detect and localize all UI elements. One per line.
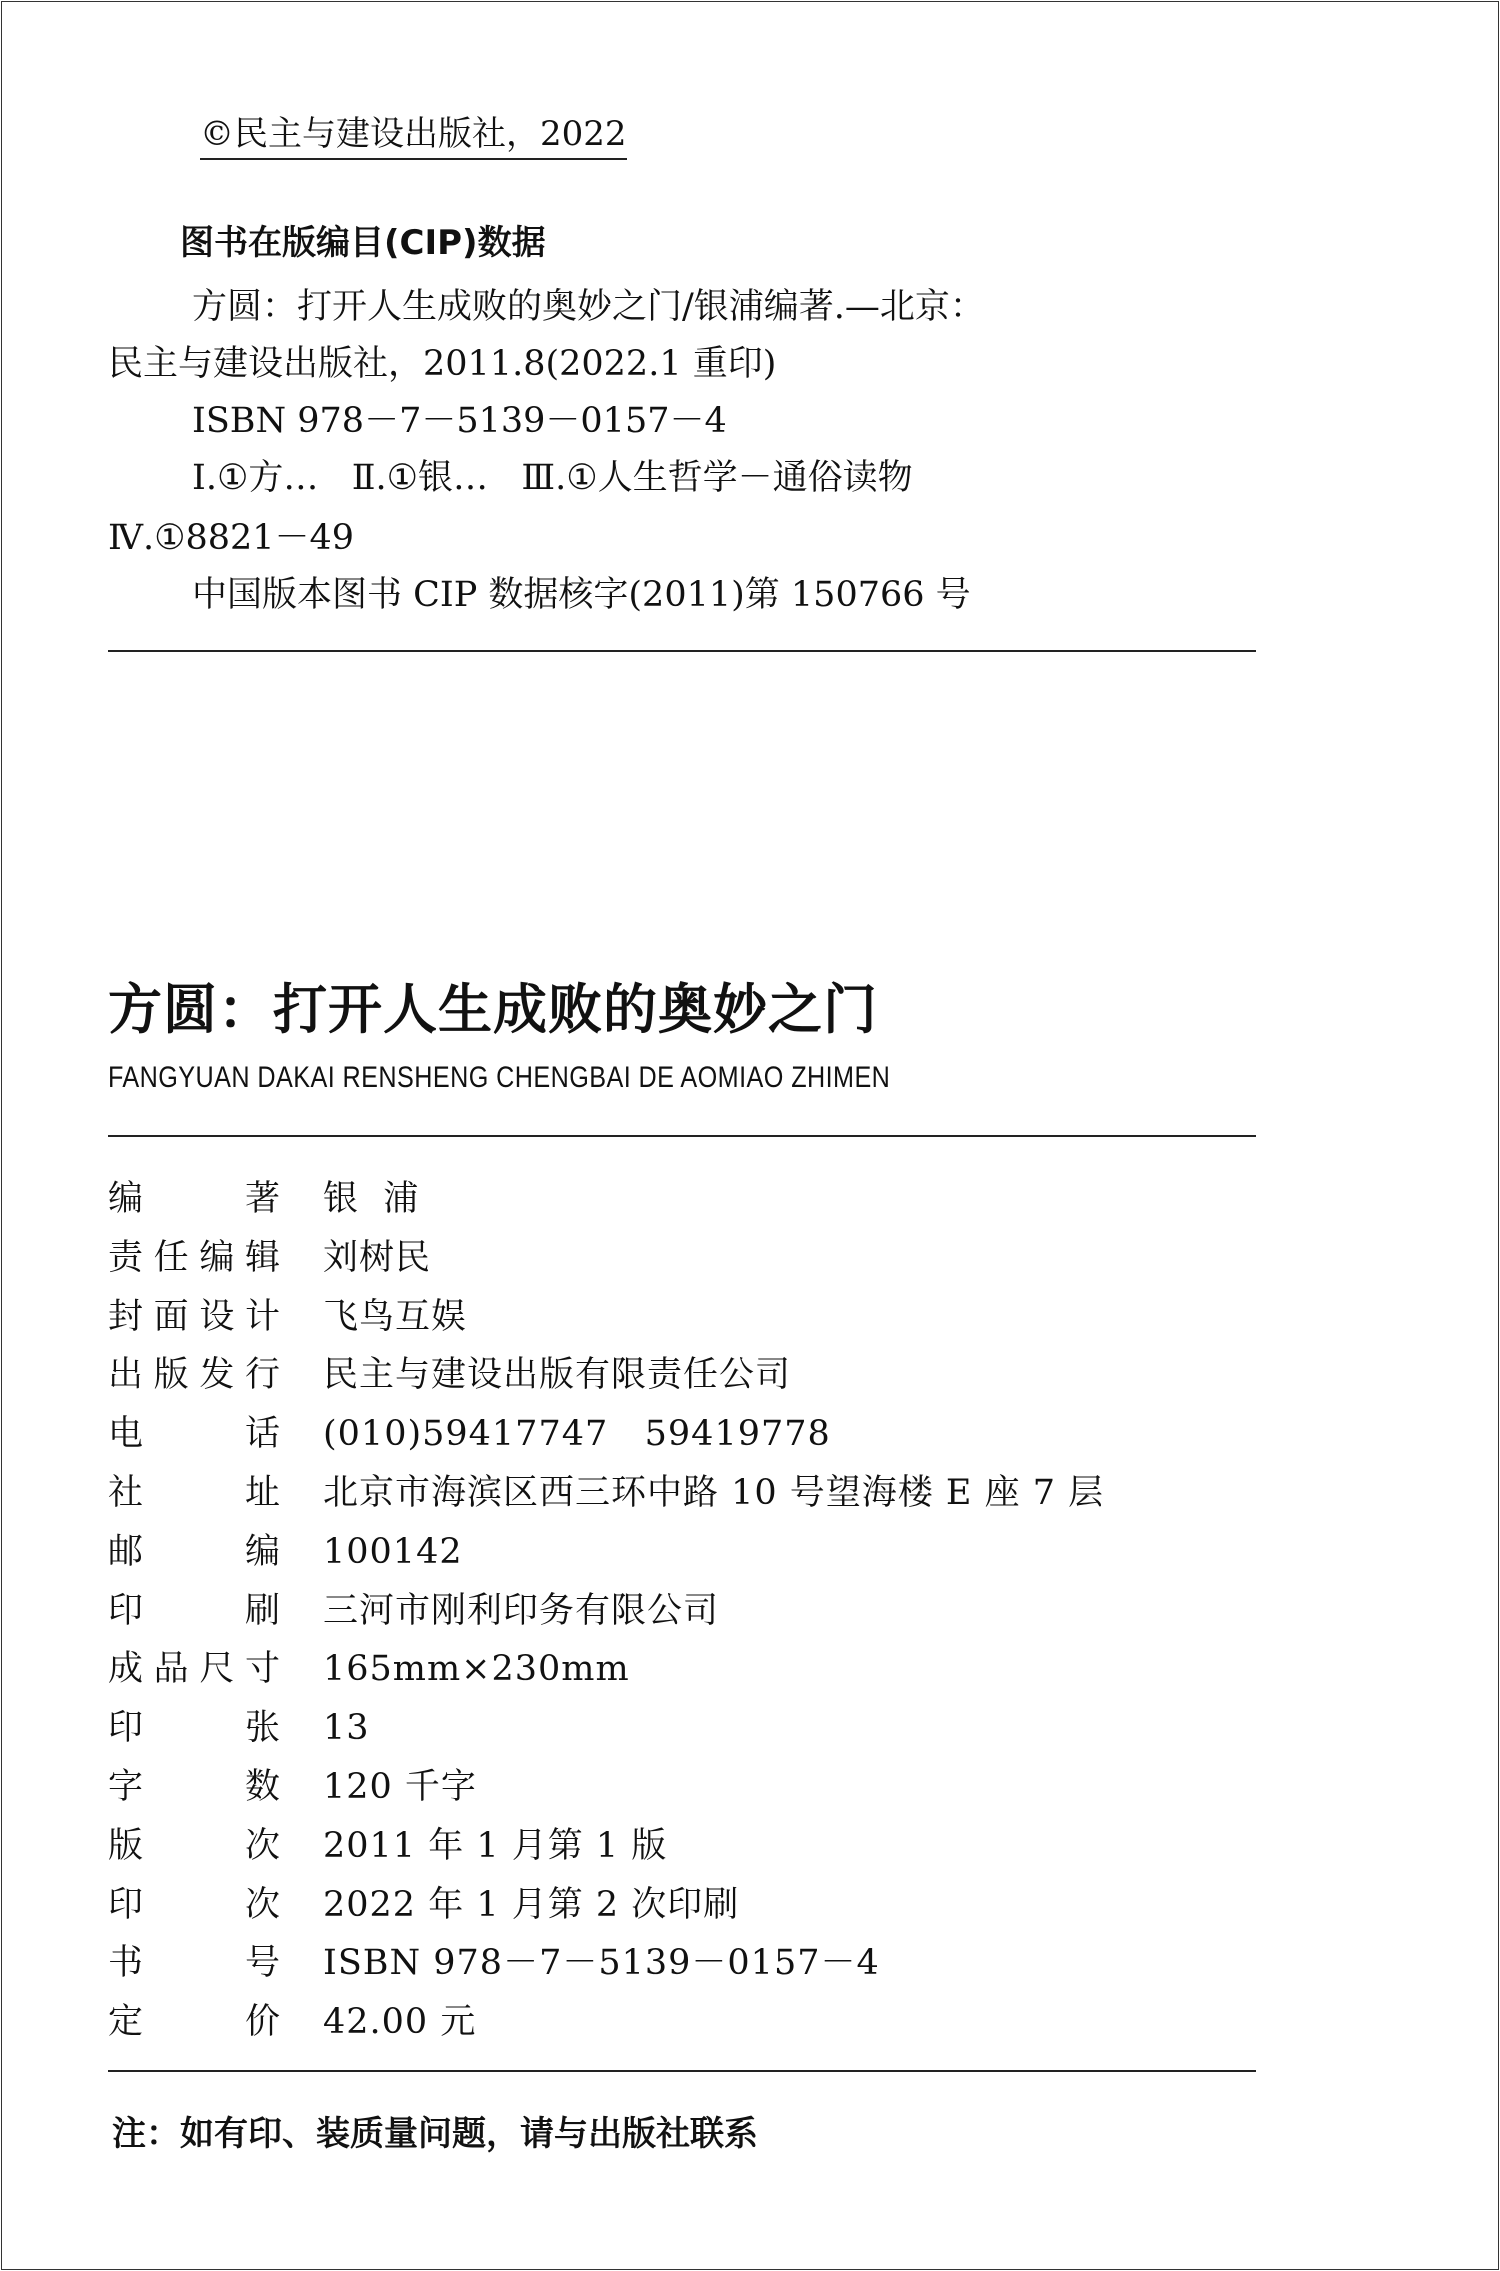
cip-line: 中国版本图书 CIP 数据核字(2011)第 150766 号 <box>192 575 971 615</box>
info-label: 版 次 <box>108 1825 280 1866</box>
info-value: 银 浦 <box>323 1179 420 1219</box>
info-value: 2022 年 1 月第 2 次印刷 <box>323 1884 740 1925</box>
info-value: 100142 <box>323 1531 463 1572</box>
cip-line: Ⅰ.①方… Ⅱ.①银… Ⅲ.①人生哲学－通俗读物 <box>192 458 913 498</box>
info-value: 飞鸟互娱 <box>323 1296 468 1337</box>
cip-line: 方圆：打开人生成败的奥妙之门/银浦编著.—北京： <box>192 287 985 327</box>
cip-heading: 图书在版编目(CIP)数据 <box>180 223 546 263</box>
info-value: 北京市海滨区西三环中路 10 号望海楼 E 座 7 层 <box>323 1472 1105 1513</box>
info-value: (010)59417747 59419778 <box>323 1414 831 1455</box>
info-value: 民主与建设出版有限责任公司 <box>323 1355 792 1396</box>
info-label: 社 址 <box>108 1472 280 1513</box>
info-label: 电 话 <box>108 1414 280 1455</box>
cip-line: ISBN 978－7－5139－0157－4 <box>192 401 727 441</box>
divider <box>108 1135 1256 1137</box>
info-label: 邮 编 <box>108 1531 280 1572</box>
book-title-pinyin: FANGYUAN DAKAI RENSHENG CHENGBAI DE AOMIAO ZHIMEN <box>108 1061 891 1094</box>
info-value: 三河市刚利印务有限公司 <box>323 1590 720 1631</box>
info-label: 封 面 设 计 <box>108 1296 280 1337</box>
copyright-notice: ©民主与建设出版社，2022 <box>200 112 627 160</box>
info-label: 出 版 发 行 <box>108 1355 280 1396</box>
info-label: 责 任 编 辑 <box>108 1237 280 1278</box>
quality-note: 注：如有印、装质量问题，请与出版社联系 <box>112 2114 758 2154</box>
info-value: 120 千字 <box>323 1766 477 1807</box>
info-value: 165mm×230mm <box>323 1649 630 1690</box>
info-label: 定 价 <box>108 2002 280 2043</box>
info-label: 字 数 <box>108 1766 280 1807</box>
info-value: ISBN 978－7－5139－0157－4 <box>323 1943 880 1984</box>
cip-line: Ⅳ.①8821－49 <box>108 518 355 558</box>
info-value: 13 <box>323 1708 370 1749</box>
info-label: 书 号 <box>108 1943 280 1984</box>
info-value: 刘树民 <box>323 1237 432 1278</box>
divider <box>108 2070 1256 2072</box>
info-label: 印 张 <box>108 1708 280 1749</box>
info-value: 42.00 元 <box>323 2002 477 2043</box>
info-value: 2011 年 1 月第 1 版 <box>323 1825 668 1866</box>
info-label: 印 刷 <box>108 1590 280 1631</box>
info-label: 编 著 <box>108 1179 280 1219</box>
divider <box>108 650 1256 652</box>
info-label: 成 品 尺 寸 <box>108 1649 280 1690</box>
book-title: 方圆：打开人生成败的奥妙之门 <box>108 978 878 1041</box>
info-label: 印 次 <box>108 1884 280 1925</box>
cip-line: 民主与建设出版社，2011.8(2022.1 重印) <box>108 344 777 384</box>
